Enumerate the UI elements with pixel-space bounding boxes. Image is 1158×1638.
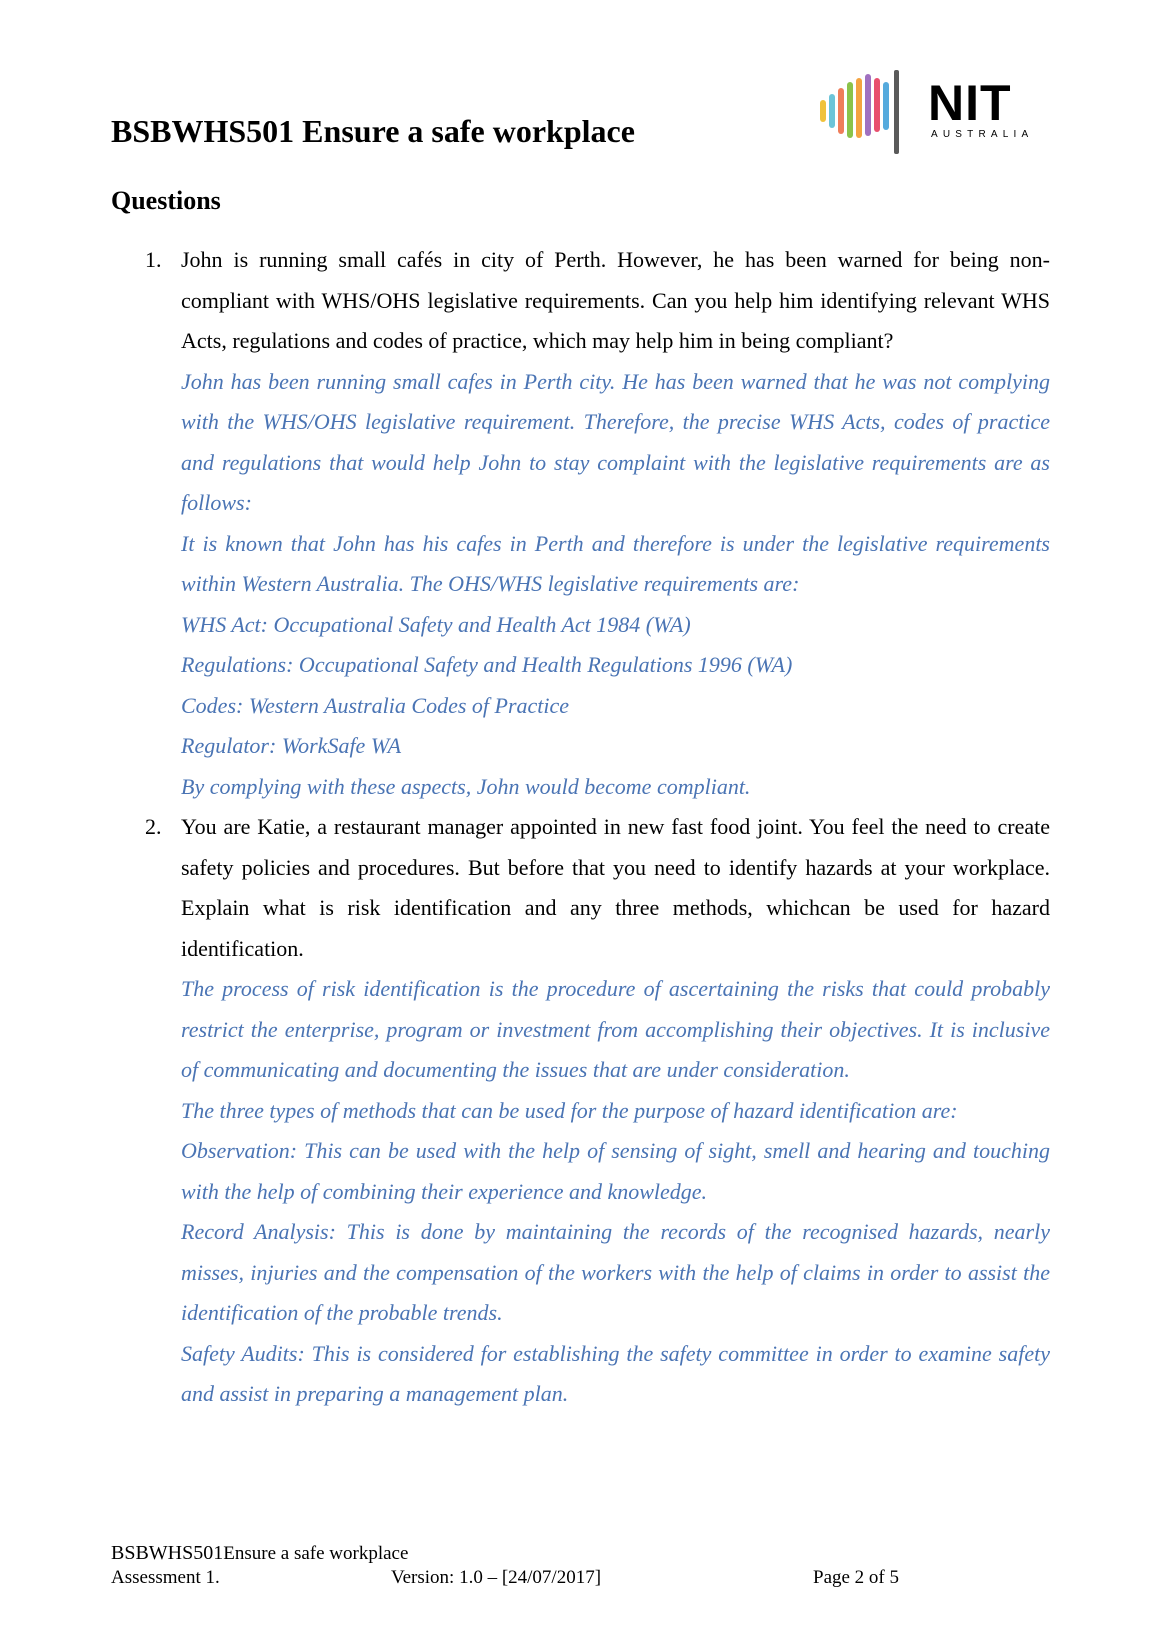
logo-stripe (856, 78, 862, 138)
answer-paragraph: Observation: This can be used with the help of sensing of sight, smell and hearing and touching with the help of combining their experience and knowledge. (181, 1138, 1050, 1204)
section-heading: Questions (111, 186, 221, 215)
logo-word: NIT (928, 75, 1012, 131)
logo-stripe (847, 82, 853, 138)
logo-stripe (829, 94, 835, 128)
answer-paragraph: Regulator: WorkSafe WA (181, 733, 402, 758)
answer-paragraph: Safety Audits: This is considered for establishing the safety committee in order to examine safety and assist in preparing a management plan. (181, 1340, 1050, 1406)
question-number: 2. (145, 814, 162, 839)
footer-page-number: Page 2 of 5 (813, 1567, 900, 1588)
logo-stripe (838, 88, 844, 134)
nit-australia-logo (818, 68, 1038, 158)
answer-paragraph: The process of risk identification is the procedure of ascertaining the risks that could probably restrict the enterprise, program or investment from accomplishing their objectives. It is inclusive of communicating and documenting the issues that are under consideration. (181, 976, 1050, 1082)
questions-list (0, 240, 1158, 1415)
question-item (0, 807, 1050, 1415)
footer-unit-title: Ensure a safe workplace (223, 1543, 409, 1564)
answer-paragraph: Codes: Western Australia Codes of Practice (181, 692, 570, 718)
answer-paragraph: WHS Act: Occupational Safety and Health Act 1984 (WA) (181, 611, 691, 637)
logo-stripes-icon (818, 68, 918, 158)
answer-paragraph: By complying with these aspects, John would become compliant. (181, 773, 751, 799)
answer-paragraph: It is known that John has his cafes in Perth and therefore is under the legislative requirements within Western Australia. The OHS/WHS legislative requirements are: (181, 530, 1050, 596)
question-item (0, 240, 1050, 807)
logo-stripe (865, 74, 871, 136)
question-number: 1. (145, 247, 162, 272)
page-title: BSBWHS501 Ensure a safe workplace (111, 113, 635, 149)
footer-row-meta (111, 1566, 931, 1590)
page-footer (111, 1541, 931, 1590)
logo-stripe (894, 70, 899, 154)
logo-stripe (883, 82, 889, 130)
footer-unit-code: BSBWHS501 (111, 1542, 224, 1564)
question-text: You are Katie, a restaurant manager appointed in new fast food joint. You feel the need to create safety policies and procedures. But before that you need to identify hazards at your workplace. Explain what is risk identification and any three methods, whichcan be used for hazard identification. (181, 814, 1050, 961)
answer-paragraph: Record Analysis: This is done by maintaining the records of the recognised hazards, nearly misses, injuries and the compensation of the workers with the help of claims in order to assist the identification of the probable trends. (181, 1219, 1050, 1325)
footer-row-title (111, 1541, 931, 1566)
answer-paragraph: The three types of methods that can be used for the purpose of hazard identification are: (181, 1097, 958, 1123)
question-text: John is running small cafés in city of Perth. However, he has been warned for being non-compliant with WHS/OHS legislative requirements. Can you help him identifying relevant WHS Acts, regulations and codes of practice, which may help him in being compliant? (181, 247, 1050, 353)
logo-subtitle: AUSTRALIA (931, 129, 1034, 140)
footer-assessment: Assessment 1. (111, 1567, 220, 1588)
answer-paragraph: John has been running small cafes in Perth city. He has been warned that he was not complying with the WHS/OHS legislative requirement. Therefore, the precise WHS Acts, codes of practice and regulations that would help John to stay complaint with the legislative requirements are as follows: (181, 368, 1050, 515)
logo-stripe (874, 78, 880, 132)
logo-stripe (820, 100, 826, 122)
answer-paragraph: Regulations: Occupational Safety and Health Regulations 1996 (WA) (181, 652, 793, 677)
footer-version: Version: 1.0 – [24/07/2017] (391, 1567, 602, 1588)
